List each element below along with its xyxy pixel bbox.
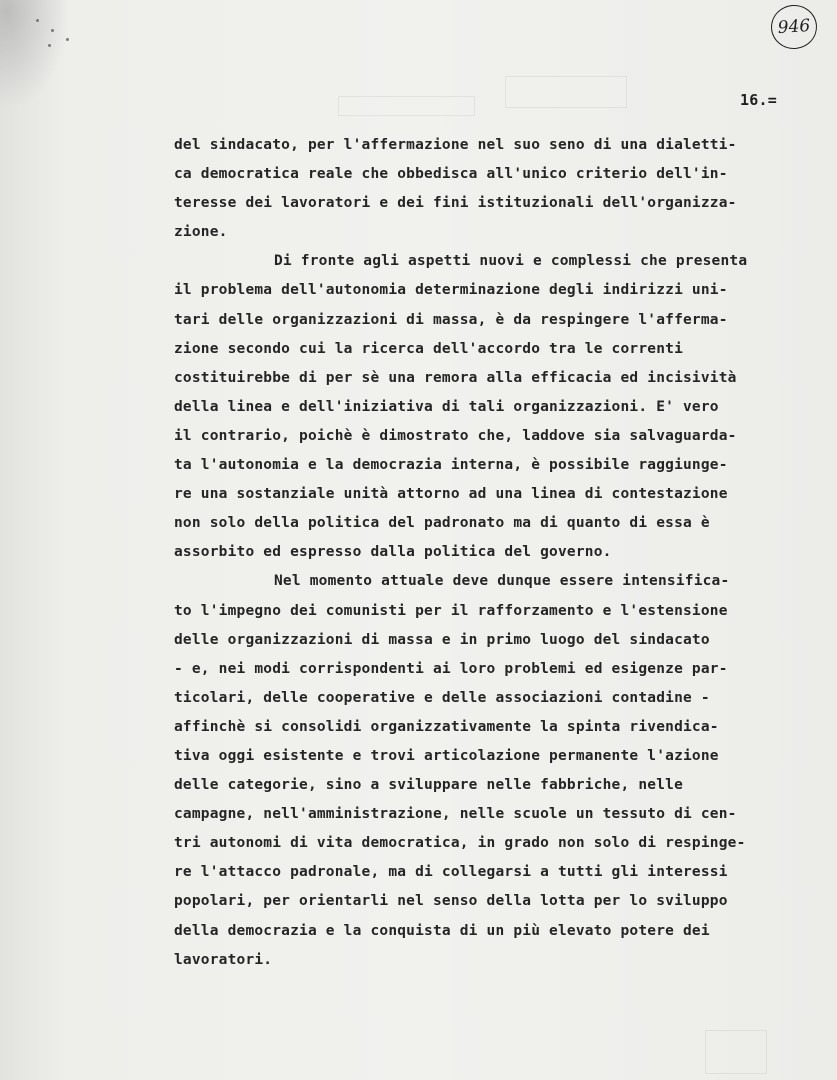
body-text-line: teresse dei lavoratori e dei fini istituzionali dell'organizza- — [174, 195, 737, 212]
bleed-through-mark — [705, 1030, 767, 1074]
body-text-line: il contrario, poichè è dimostrato che, laddove sia salvaguarda- — [174, 427, 737, 444]
body-text-line: ticolari, delle cooperative e delle associazioni contadine - — [174, 689, 710, 706]
body-text-line: to l'impegno dei comunisti per il rafforzamento e l'estensione — [174, 602, 728, 619]
body-text-line: lavoratori. — [174, 951, 273, 968]
body-text-line: tiva oggi esistente e trovi articolazione permanente l'azione — [174, 747, 719, 764]
scan-shadow — [0, 0, 70, 110]
body-text-line: ca democratica reale che obbedisca all'unico criterio dell'in- — [174, 166, 728, 183]
body-text-line: assorbito ed espresso dalla politica del governo. — [174, 544, 612, 561]
body-text-line: campagne, nell'amministrazione, nelle scuole un tessuto di cen- — [174, 806, 737, 823]
body-text-line: il problema dell'autonomia determinazione degli indirizzi uni- — [174, 282, 728, 299]
body-text-line: della democrazia e la conquista di un più elevato potere dei — [174, 922, 710, 939]
body-text-line: non solo della politica del padronato ma di quanto di essa è — [174, 515, 710, 532]
body-text-line: del sindacato, per l'affermazione nel suo seno di una dialetti- — [174, 137, 737, 153]
scan-speck — [36, 19, 39, 22]
body-text-line: zione secondo cui la ricerca dell'accordo tra le correnti — [174, 340, 683, 357]
scan-speck — [48, 44, 51, 47]
body-text-line: zione. — [174, 224, 228, 241]
document-body-text — [174, 131, 814, 975]
body-text-line: re l'attacco padronale, ma di collegarsi a tutti gli interessi — [174, 864, 728, 881]
scan-speck — [66, 38, 69, 41]
body-text-line: - e, nei modi corrispondenti ai loro problemi ed esigenze par- — [174, 660, 728, 677]
body-text-line: delle organizzazioni di massa e in primo luogo del sindacato — [174, 631, 710, 648]
scan-speck — [51, 29, 54, 32]
archive-stamp-number: 946 — [777, 15, 811, 39]
archive-stamp — [770, 3, 819, 50]
page-number: 16.= — [740, 91, 777, 109]
body-text-line: tri autonomi di vita democratica, in grado non solo di respinge- — [174, 835, 746, 852]
body-text-line: re una sostanziale unità attorno ad una linea di contestazione — [174, 486, 728, 503]
body-text-line: delle categorie, sino a sviluppare nelle fabbriche, nelle — [174, 777, 683, 794]
body-text-line: Nel momento attuale deve dunque essere intensifica- — [274, 573, 730, 590]
body-text-line: Di fronte agli aspetti nuovi e complessi che presenta — [274, 253, 748, 270]
body-text-line: ta l'autonomia e la democrazia interna, è possibile raggiunge- — [174, 457, 728, 474]
body-text-line: costituirebbe di per sè una remora alla efficacia ed incisività — [174, 369, 737, 386]
body-text-line: della linea e dell'iniziativa di tali organizzazioni. E' vero — [174, 398, 719, 415]
bleed-through-mark — [338, 96, 475, 116]
body-text-line: tari delle organizzazioni di massa, è da respingere l'afferma- — [174, 311, 728, 328]
body-text-line: affinchè si consolidi organizzativamente la spinta rivendica- — [174, 718, 719, 735]
bleed-through-mark — [505, 76, 627, 108]
body-text-line: popolari, per orientarli nel senso della lotta per lo sviluppo — [174, 893, 728, 910]
